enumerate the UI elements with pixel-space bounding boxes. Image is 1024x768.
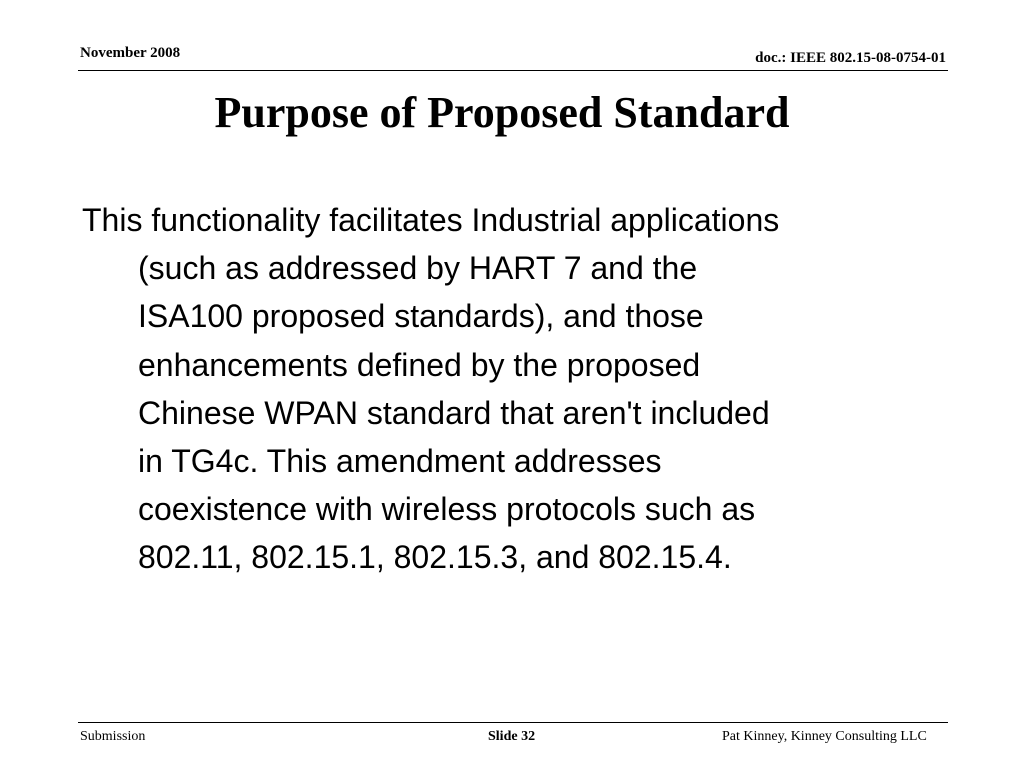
body-line-3: ISA100 proposed standards), and those — [138, 298, 704, 335]
footer-submission: Submission — [80, 729, 146, 744]
footer-rule — [78, 722, 948, 723]
body-line-2: (such as addressed by HART 7 and the — [138, 250, 698, 287]
body-line-1: This functionality facilitates Industrial applications — [82, 202, 780, 238]
body-paragraph — [82, 196, 952, 582]
header-rule — [78, 70, 948, 71]
body-line-4: enhancements defined by the proposed — [138, 346, 701, 383]
body-line-7: coexistence with wireless protocols such as — [138, 491, 756, 528]
header-date: November 2008 — [80, 45, 181, 61]
body-line-8: 802.11, 802.15.1, 802.15.3, and 802.15.4. — [138, 539, 732, 576]
slide-title: Purpose of Proposed Standard — [214, 88, 790, 137]
header-doc-id: doc.: IEEE 802.15-08-0754-01 — [755, 50, 946, 66]
body-line-6: in TG4c. This amendment addresses — [138, 443, 662, 480]
footer-slide-number: Slide 32 — [488, 729, 536, 744]
body-line-5: Chinese WPAN standard that aren't included — [138, 394, 770, 431]
footer-author: Pat Kinney, Kinney Consulting LLC — [722, 729, 927, 744]
